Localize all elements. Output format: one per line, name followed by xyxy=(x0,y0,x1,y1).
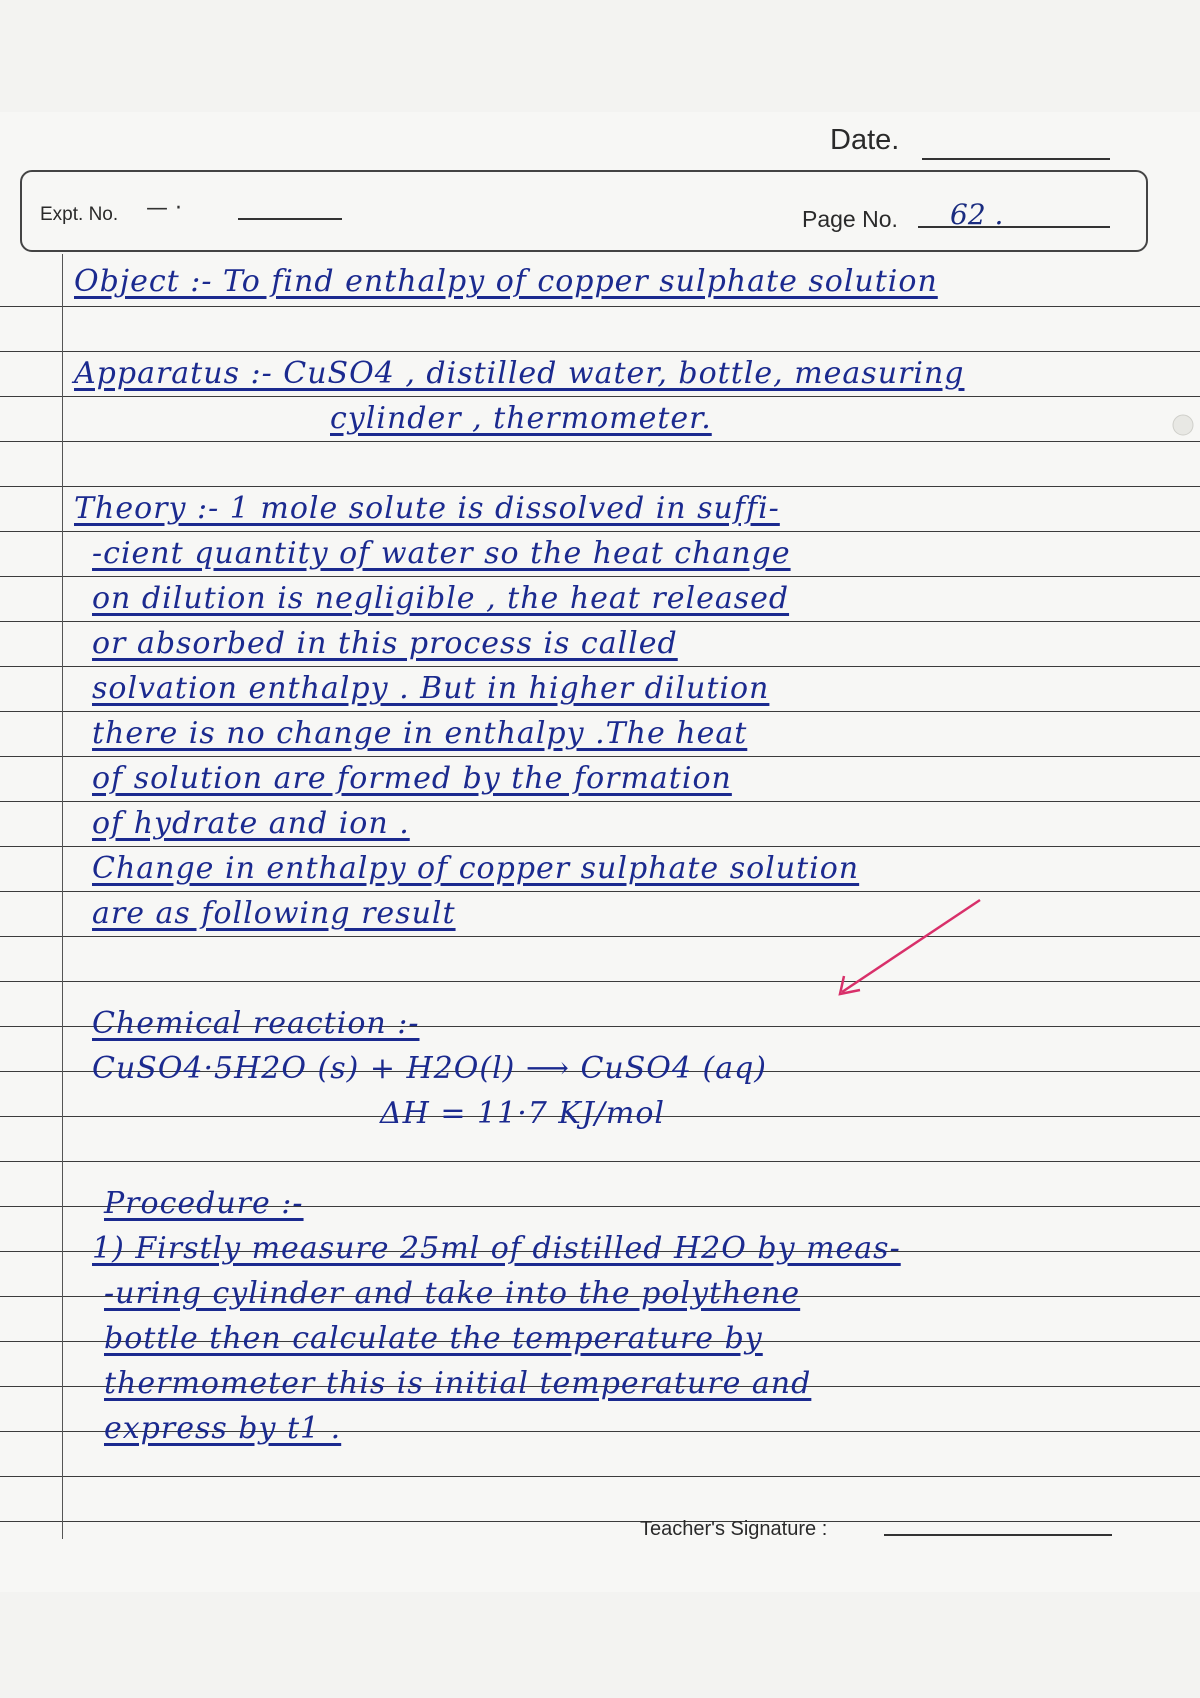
theory-line-10: are as following result xyxy=(92,896,456,931)
rule-line xyxy=(0,306,1200,307)
page-no-value: 62 . xyxy=(950,198,1004,231)
theory-line-4: or absorbed in this process is called xyxy=(92,626,678,661)
theory-line-7: of solution are formed by the formation xyxy=(92,761,732,796)
procedure-line-4: thermometer this is initial temperature and xyxy=(104,1366,812,1401)
rule-line xyxy=(0,756,1200,757)
date-label: Date. xyxy=(830,124,900,156)
rule-line xyxy=(0,801,1200,802)
theory-line-2: -cient quantity of water so the heat change xyxy=(92,536,791,571)
rule-line xyxy=(0,711,1200,712)
punch-hole-icon xyxy=(1168,410,1198,440)
page-no-label: Page No. xyxy=(802,206,898,232)
expt-no-label: Expt. No. xyxy=(40,204,119,225)
rule-line xyxy=(0,1161,1200,1162)
rule-line xyxy=(0,1476,1200,1477)
expt-no-value: — · xyxy=(146,196,182,221)
apparatus-line-1: Apparatus :- CuSO4 , distilled water, bottle, measuring xyxy=(74,356,965,391)
rule-line xyxy=(0,981,1200,982)
theory-line-6: there is no change in enthalpy .The heat xyxy=(92,716,748,751)
theory-line-5: solvation enthalpy . But in higher dilution xyxy=(92,671,770,706)
procedure-line-2: -uring cylinder and take into the polythene xyxy=(104,1276,801,1311)
theory-line-9: Change in enthalpy of copper sulphate solution xyxy=(92,851,860,886)
procedure-line-1: 1) Firstly measure 25ml of distilled H2O by meas- xyxy=(92,1231,901,1266)
margin-line xyxy=(62,254,63,1539)
rule-line xyxy=(0,666,1200,667)
expt-no-line xyxy=(238,218,342,220)
theory-line-3: on dilution is negligible , the heat released xyxy=(92,581,790,616)
teacher-signature-line xyxy=(884,1534,1112,1536)
rule-line xyxy=(0,891,1200,892)
pink-arrow-mark xyxy=(830,892,990,1002)
rule-line xyxy=(0,441,1200,442)
theory-line-8: of hydrate and ion . xyxy=(92,806,410,841)
page-no-line xyxy=(918,226,1110,228)
teacher-signature-label: Teacher's Signature : xyxy=(640,1518,828,1540)
rule-line xyxy=(0,351,1200,352)
rule-line xyxy=(0,486,1200,487)
chemical-reaction-heading: Chemical reaction :- xyxy=(92,1006,420,1041)
rule-line xyxy=(0,396,1200,397)
theory-line-1: Theory :- 1 mole solute is dissolved in suffi- xyxy=(74,491,780,526)
apparatus-line-2: cylinder , thermometer. xyxy=(330,401,712,436)
rule-line xyxy=(0,576,1200,577)
procedure-line-3: bottle then calculate the temperature by xyxy=(104,1321,763,1356)
rule-line xyxy=(0,846,1200,847)
rule-line xyxy=(0,1521,1200,1522)
rule-line xyxy=(0,531,1200,532)
date-line xyxy=(922,158,1110,160)
rule-line xyxy=(0,936,1200,937)
object-line: Object :- To find enthalpy of copper sulphate solution xyxy=(74,264,938,299)
reaction-equation: CuSO4·5H2O (s) + H2O(l) ⟶ CuSO4 (aq) xyxy=(92,1051,767,1086)
rule-line xyxy=(0,621,1200,622)
delta-h-value: ΔH = 11·7 KJ/mol xyxy=(380,1096,666,1131)
procedure-heading: Procedure :- xyxy=(104,1186,304,1221)
procedure-line-5: express by t1 . xyxy=(104,1411,342,1446)
